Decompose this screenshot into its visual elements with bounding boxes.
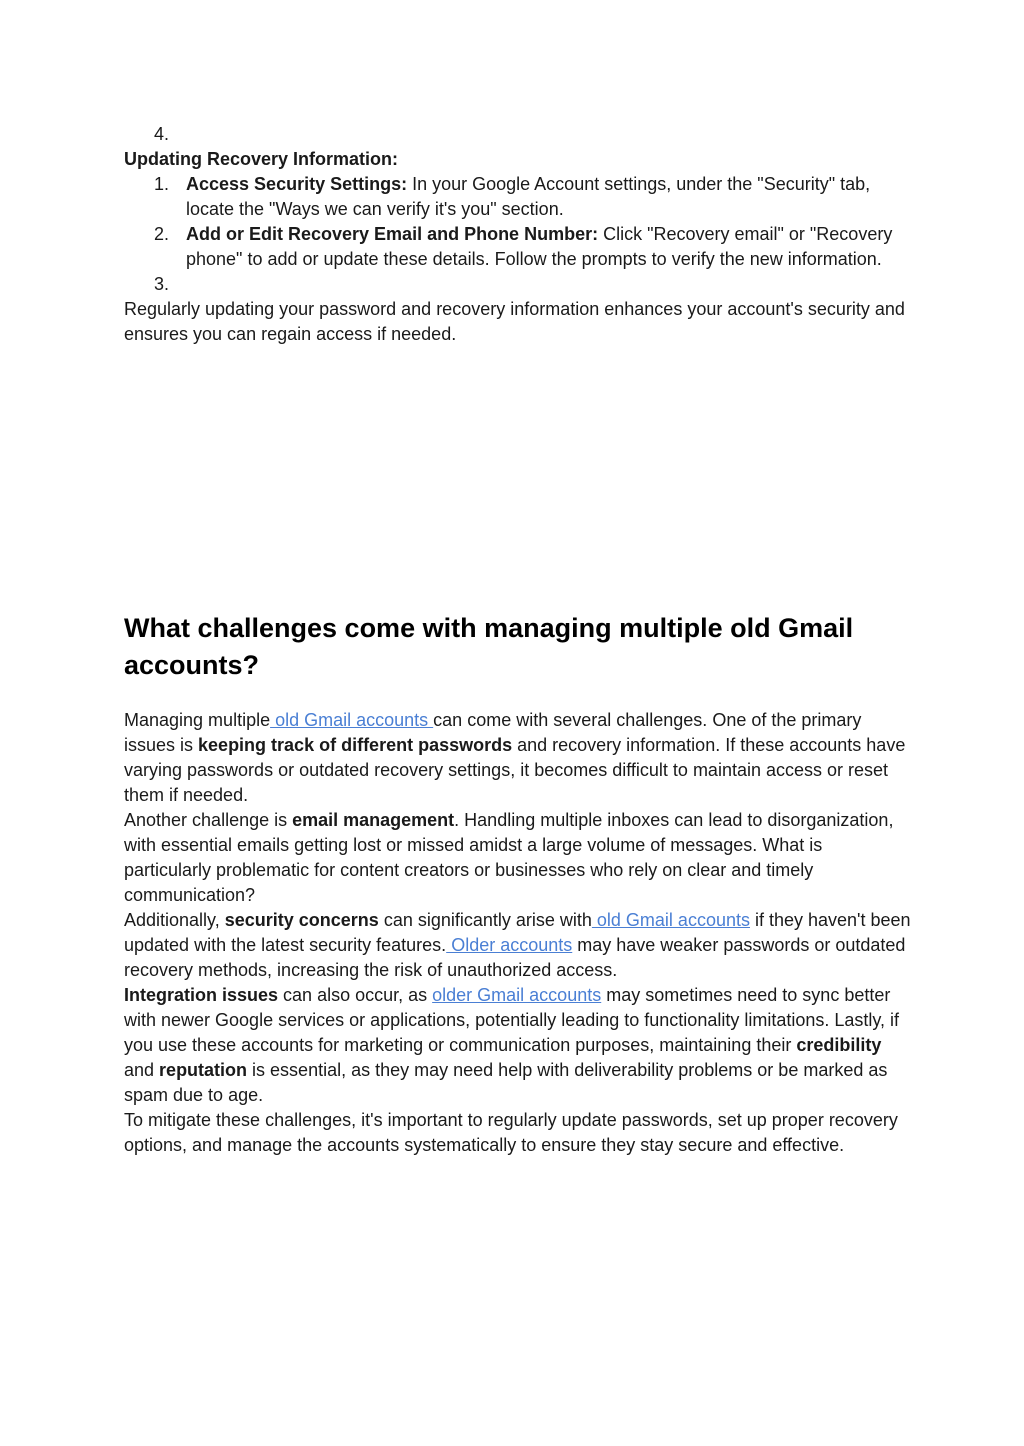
bold-text: Integration issues: [124, 985, 279, 1005]
bold-text: reputation: [159, 1060, 248, 1080]
subheading-updating-recovery: Updating Recovery Information:: [124, 149, 399, 169]
old-gmail-accounts-link[interactable]: old Gmail accounts: [591, 910, 750, 930]
paragraph-security-concerns: [124, 908, 914, 983]
text-run: can significantly arise with: [378, 910, 592, 930]
list-marker: 1.: [154, 174, 170, 194]
list-marker-3: 3.: [154, 274, 170, 294]
text-run: may sometimes need to sync better with newer Google services or applications, potentially leading to functionality limitations. Lastly, if you use these accounts for marketing or communication purposes, maintaining their: [124, 985, 900, 1055]
bold-text: email management: [292, 810, 455, 830]
text-run: and recovery information. If these accounts have varying passwords or outdated recovery settings, it becomes difficult to maintain access or reset them if needed.: [124, 735, 906, 805]
older-gmail-accounts-link[interactable]: older Gmail accounts: [432, 985, 602, 1005]
bold-text: credibility: [796, 1035, 882, 1055]
item-text: Click "Recovery email" or "Recovery phone" to add or update these details. Follow the prompts to verify the new information.: [186, 224, 893, 269]
recovery-section: [124, 122, 914, 347]
section-heading: What challenges come with managing multiple old Gmail accounts?: [124, 613, 854, 680]
text-run: can come with several challenges. One of the primary issues is: [124, 710, 862, 755]
text-run: . Handling multiple inboxes can lead to disorganization, with essential emails getting lost or missed amidst a large volume of messages. What is particularly problematic for content creators or businesses who rely on clear and timely communication?: [124, 810, 894, 905]
paragraph-managing: [124, 708, 914, 808]
summary-paragraph: Regularly updating your password and recovery information enhances your account's security and ensures you can regain access if needed.: [124, 299, 905, 344]
text-run: Another challenge is: [124, 810, 293, 830]
text-run: Additionally,: [124, 910, 225, 930]
text-run: may have weaker passwords or outdated recovery methods, increasing the risk of unauthorized access.: [124, 935, 906, 980]
text-run: is essential, as they may need help with deliverability problems or be marked as spam due to age.: [124, 1060, 888, 1105]
text-run: can also occur, as: [278, 985, 433, 1005]
text-run: Managing multiple: [124, 710, 271, 730]
item-bold-label: Add or Edit Recovery Email and Phone Number:: [186, 224, 599, 244]
item-text: In your Google Account settings, under the "Security" tab, locate the "Ways we can verify it's you" section.: [186, 174, 871, 219]
older-accounts-link[interactable]: Older accounts: [446, 935, 573, 955]
old-gmail-accounts-link[interactable]: old Gmail accounts: [270, 710, 434, 730]
list-item-add-edit-recovery: [124, 222, 914, 272]
bold-text: keeping track of different passwords: [198, 735, 513, 755]
challenges-section: [124, 610, 914, 1158]
bold-text: security concerns: [224, 910, 379, 930]
text-run: if they haven't been updated with the latest security features.: [124, 910, 911, 955]
paragraph-mitigate: To mitigate these challenges, it's important to regularly update passwords, set up proper recovery options, and manage the accounts systematically to ensure they stay secure and effective.: [124, 1110, 898, 1155]
list-item-access-security: [124, 172, 914, 222]
paragraph-integration-issues: [124, 983, 914, 1108]
list-marker: 2.: [154, 224, 170, 244]
text-run: and: [124, 1060, 160, 1080]
paragraph-email-management: [124, 808, 914, 908]
list-marker-4: 4.: [154, 124, 170, 144]
item-bold-label: Access Security Settings:: [186, 174, 408, 194]
